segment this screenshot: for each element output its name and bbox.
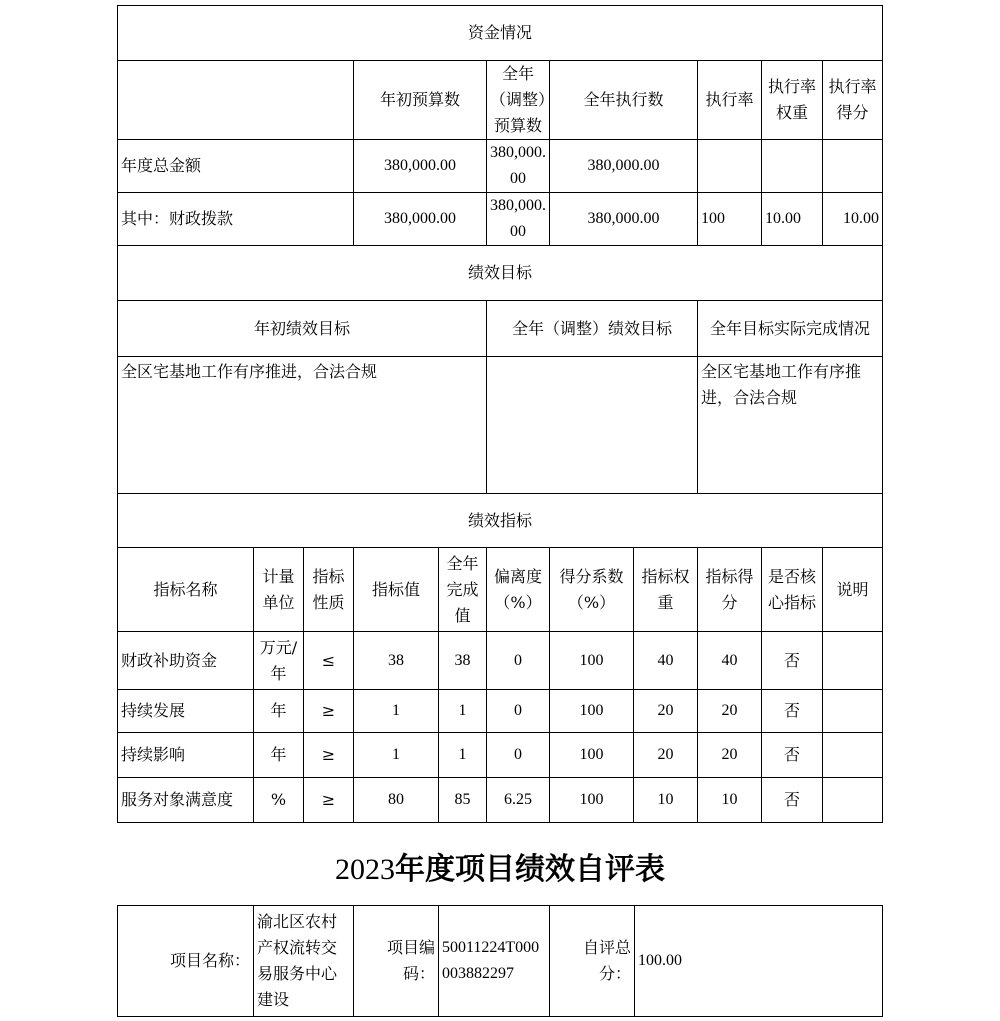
self-score-label: 自评总分：	[550, 906, 635, 1017]
indicator-unit: 年	[254, 733, 304, 778]
indicator-note	[823, 733, 883, 778]
indicator-note	[823, 632, 883, 690]
indicator-header-nature: 指标性质	[304, 548, 354, 632]
indicator-core: 否	[762, 733, 823, 778]
indicator-name: 财政补助资金	[118, 632, 254, 690]
funds-header-executed: 全年执行数	[550, 61, 698, 140]
funds-section-title: 资金情况	[118, 6, 883, 61]
funds-row-weight: 10.00	[762, 193, 823, 246]
funds-header-initial: 年初预算数	[354, 61, 487, 140]
indicator-weight: 20	[634, 733, 698, 778]
indicator-header-weight: 指标权重	[634, 548, 698, 632]
goals-initial-text: 全区宅基地工作有序推进，合法合规	[118, 357, 487, 494]
indicator-core: 否	[762, 690, 823, 733]
project-name-value: 渝北区农村产权流转交易服务中心建设	[254, 906, 354, 1017]
project-info-table	[117, 905, 883, 1017]
indicator-header-name: 指标名称	[118, 548, 254, 632]
indicator-deviation: 0	[487, 690, 550, 733]
indicator-unit: %	[254, 778, 304, 823]
indicator-header-actual: 全年完成值	[439, 548, 487, 632]
indicator-header-score: 指标得分	[698, 548, 762, 632]
project-code-value: 50011224T000003882297	[439, 906, 550, 1017]
page-title	[0, 848, 1000, 892]
indicator-target: 80	[354, 778, 439, 823]
table-row	[118, 690, 883, 733]
project-code-label: 项目编码：	[354, 906, 439, 1017]
indicator-nature: ≤	[304, 632, 354, 690]
funds-row-initial: 380,000.00	[354, 140, 487, 193]
indicator-actual: 1	[439, 690, 487, 733]
indicator-coef: 100	[550, 632, 634, 690]
funds-header-weight: 执行率权重	[762, 61, 823, 140]
funds-header-rate: 执行率	[698, 61, 762, 140]
indicator-target: 38	[354, 632, 439, 690]
indicator-nature: ≥	[304, 778, 354, 823]
indicator-core: 否	[762, 778, 823, 823]
indicator-coef: 100	[550, 690, 634, 733]
table-row	[118, 778, 883, 823]
indicator-header-coef: 得分系数（%）	[550, 548, 634, 632]
indicator-name: 服务对象满意度	[118, 778, 254, 823]
indicator-header-unit: 计量单位	[254, 548, 304, 632]
funds-row-initial: 380,000.00	[354, 193, 487, 246]
title-year: 2023	[335, 853, 395, 886]
indicator-score: 20	[698, 690, 762, 733]
goals-section-title: 绩效目标	[118, 246, 883, 301]
goals-header-adjusted: 全年（调整）绩效目标	[487, 301, 698, 357]
funds-row-total	[118, 140, 883, 193]
table-row	[118, 733, 883, 778]
goals-actual-text: 全区宅基地工作有序推进，合法合规	[698, 357, 883, 494]
indicator-weight: 40	[634, 632, 698, 690]
performance-table	[117, 5, 883, 823]
funds-row-label: 其中：财政拨款	[118, 193, 354, 246]
funds-header-score: 执行率得分	[823, 61, 883, 140]
indicator-name: 持续影响	[118, 733, 254, 778]
title-text: 年度项目绩效自评表	[395, 852, 665, 887]
indicator-header-core: 是否核心指标	[762, 548, 823, 632]
self-score-value: 100.00	[635, 906, 883, 1017]
indicator-deviation: 6.25	[487, 778, 550, 823]
funds-row-adjusted: 380,000.00	[487, 193, 550, 246]
indicator-actual: 85	[439, 778, 487, 823]
funds-header-adjusted: 全年（调整）预算数	[487, 61, 550, 140]
indicator-unit: 年	[254, 690, 304, 733]
funds-row-executed: 380,000.00	[550, 193, 698, 246]
goals-adjusted-text	[487, 357, 698, 494]
goals-header-initial: 年初绩效目标	[118, 301, 487, 357]
funds-row-score: 10.00	[823, 193, 883, 246]
funds-row-label: 年度总金额	[118, 140, 354, 193]
indicator-target: 1	[354, 690, 439, 733]
indicator-deviation: 0	[487, 733, 550, 778]
indicator-score: 40	[698, 632, 762, 690]
indicator-core: 否	[762, 632, 823, 690]
indicator-nature: ≥	[304, 690, 354, 733]
indicator-score: 10	[698, 778, 762, 823]
indicator-actual: 38	[439, 632, 487, 690]
indicator-header-target: 指标值	[354, 548, 439, 632]
indicator-note	[823, 778, 883, 823]
funds-header-blank	[118, 61, 354, 140]
indicators-section-title: 绩效指标	[118, 494, 883, 548]
indicator-nature: ≥	[304, 733, 354, 778]
funds-row-score	[823, 140, 883, 193]
indicator-name: 持续发展	[118, 690, 254, 733]
indicator-target: 1	[354, 733, 439, 778]
funds-row-adjusted: 380,000.00	[487, 140, 550, 193]
indicator-note	[823, 690, 883, 733]
indicator-deviation: 0	[487, 632, 550, 690]
indicator-score: 20	[698, 733, 762, 778]
funds-row-weight	[762, 140, 823, 193]
indicator-coef: 100	[550, 778, 634, 823]
funds-row-executed: 380,000.00	[550, 140, 698, 193]
table-row	[118, 632, 883, 690]
funds-row-rate	[698, 140, 762, 193]
funds-row-rate: 100	[698, 193, 762, 246]
indicator-coef: 100	[550, 733, 634, 778]
indicator-actual: 1	[439, 733, 487, 778]
indicator-header-deviation: 偏离度（%）	[487, 548, 550, 632]
indicator-weight: 20	[634, 690, 698, 733]
goals-header-actual: 全年目标实际完成情况	[698, 301, 883, 357]
indicator-unit: 万元/年	[254, 632, 304, 690]
funds-row-fiscal	[118, 193, 883, 246]
project-name-label: 项目名称：	[118, 906, 254, 1017]
indicator-weight: 10	[634, 778, 698, 823]
indicator-header-note: 说明	[823, 548, 883, 632]
